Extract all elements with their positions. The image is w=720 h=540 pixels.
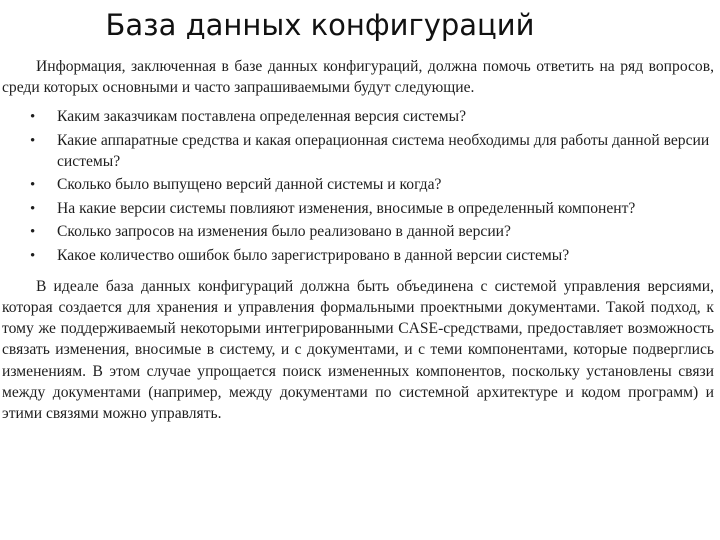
question-text: Какие аппаратные средства и какая операционная система необходимы для работы данной версии системы? [57, 131, 710, 170]
question-text: На какие версии системы повлияют изменения, вносимые в определенный компонент? [57, 199, 636, 217]
question-text: Какое количество ошибок было зарегистрировано в данной версии системы? [57, 246, 570, 264]
closing-paragraph: В идеале база данных конфигураций должна быть объединена с системой управления версиями, которая создается для хранения и управления формальными проектными документами. Такой подход, к тому же поддерживаемый некоторыми интегрированными CASE-средствами, предоставляет возможность связать изменения, вносимые в систему, и с документами, и с теми компонентами, которые подверглись изменениям. В этом случае упрощается поиск измененных компонентов, поскольку установлены связи между документами (например, между документами по системной архитектуре и кодом программ) и этими связями можно управлять. [2, 277, 714, 422]
intro-paragraph: Информация, заключенная в базе данных конфигураций, должна помочь ответить на ряд вопросов, среди которых основными и часто запрашиваемыми будут следующие. [2, 58, 714, 97]
bullet-icon: • [30, 132, 36, 149]
bullet-icon: • [30, 109, 36, 126]
scanned-text-block [0, 56, 718, 424]
question-text: Каким заказчикам поставлена определенная версия системы? [57, 108, 467, 126]
list-item [0, 106, 718, 127]
question-text: Сколько было выпущено версий данной системы и когда? [57, 176, 442, 194]
bullet-icon: • [30, 224, 36, 241]
bullet-icon: • [30, 247, 36, 264]
question-text: Сколько запросов на изменения было реализовано в данной версии? [57, 223, 511, 241]
list-item [0, 198, 718, 219]
question-list [0, 106, 718, 265]
bullet-icon: • [30, 200, 36, 217]
list-item [0, 245, 718, 266]
list-item [0, 221, 718, 242]
page-title: База данных конфигураций [105, 8, 535, 42]
list-item [0, 130, 718, 172]
bullet-icon: • [30, 177, 36, 194]
list-item [0, 174, 718, 195]
